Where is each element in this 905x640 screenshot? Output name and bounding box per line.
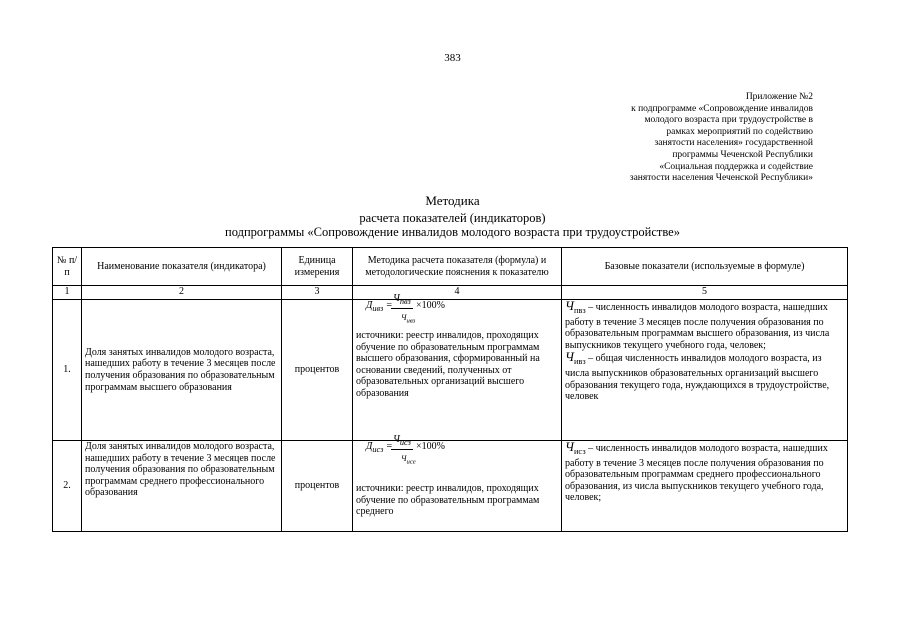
index-cell: 2 [82, 286, 282, 300]
formula-denominator: $Ч_{ивз}$ [401, 313, 416, 325]
formula-lhs: $Д_{исз}$ = [366, 441, 393, 454]
header-cell: Методика расчета показателя (формула) и методологические пояснения к показателю [353, 248, 562, 286]
formula-numerator: $Ч_{исз}$ [391, 434, 413, 450]
indicator-name: Доля занятых инвалидов молодого возраста, нашедших работу в течение 3 месяцев после получения образования по образовательным программам среднего профессионального образования [82, 441, 282, 532]
formula-multiplier: ×100% [416, 441, 445, 452]
document-subtitle: расчета показателей (индикаторов) [359, 211, 546, 225]
method-cell [353, 434, 562, 532]
index-cell: 3 [282, 286, 353, 300]
index-cell: 5 [562, 286, 848, 300]
document-subtitle-2: подпрограммы «Сопровождение инвалидов молодого возраста при трудоустройстве» [225, 225, 680, 239]
index-cell: 4 [353, 286, 562, 300]
appendix-line: «Социальная поддержка и содействие [659, 161, 813, 172]
appendix-line: занятости населения» государственной [654, 138, 813, 149]
table-index-row [53, 286, 848, 300]
appendix-line: молодого возраста при трудоустройстве в [644, 115, 813, 126]
formula-denominator: $Ч_{исе}$ [401, 454, 416, 466]
header-cell: Единица измерения [282, 248, 353, 286]
base-item: $Ч_{ивз}$ – общая численность инвалидов молодого возраста, из числа выпускников образовательных организаций высшего образования текущего года, нуждающихся в трудоустройстве, человек [565, 349, 830, 403]
unit-cell: процентов [282, 300, 353, 441]
method-cell [353, 293, 562, 441]
appendix-line: рамках мероприятий по содействию [666, 126, 813, 137]
base-indicators-cell [562, 300, 848, 441]
header-cell: Базовые показатели (используемые в формуле) [562, 248, 848, 286]
formula [356, 434, 558, 483]
methodology-table [52, 247, 848, 532]
method-text: источники: реестр инвалидов, проходящих обучение по образовательным программам высшего образования, сформированный на основании сведений, полученных от образовательных организаций высшего образования [356, 330, 540, 399]
formula-multiplier: ×100% [416, 300, 445, 311]
table-header-row [53, 248, 848, 286]
header-cell: № п/п [53, 248, 82, 286]
page-number: 383 [444, 52, 461, 64]
formula-numerator: $Ч_{пвз}$ [391, 293, 413, 309]
appendix-line: программы Чеченской Республики [672, 149, 813, 160]
row-number: 1. [53, 300, 82, 441]
table-row [53, 441, 848, 532]
appendix-line: занятости населения Чеченской Республики» [629, 173, 813, 184]
index-cell: 1 [53, 286, 82, 300]
appendix-block [560, 92, 813, 185]
method-text: источники: реестр инвалидов, проходящих обучение по образовательным программам среднего [356, 483, 540, 518]
table-row [53, 300, 848, 441]
appendix-line: к подпрограмме «Сопровождение инвалидов [631, 103, 813, 114]
header-cell: Наименование показателя (индикатора) [82, 248, 282, 286]
formula-lhs: $Д_{ивз}$ = [366, 300, 393, 313]
appendix-line: Приложение №2 [745, 92, 813, 102]
unit-cell: процентов [282, 441, 353, 532]
row-number: 2. [53, 441, 82, 532]
formula [356, 293, 558, 330]
document-title: Методика [425, 193, 480, 208]
indicator-name: Доля занятых инвалидов молодого возраста, нашедших работу в течение 3 месяцев после получения образования по образовательным программам высшего образования [82, 300, 282, 441]
base-indicators-cell [562, 441, 848, 532]
base-item: $Ч_{пвз}$ – численность инвалидов молодого возраста, нашедших работу в течение 3 месяцев после получения образования по образовательным программам высшего образования, из числа выпускников текущего учебного года, человек; [565, 298, 830, 351]
base-item: $Ч_{исз}$ – численность инвалидов молодого возраста, нашедших работу в течение 3 месяцев после получения образования по образовательным программам среднего профессионального образования, из числа выпускников текущего учебного года, человек; [565, 439, 828, 504]
